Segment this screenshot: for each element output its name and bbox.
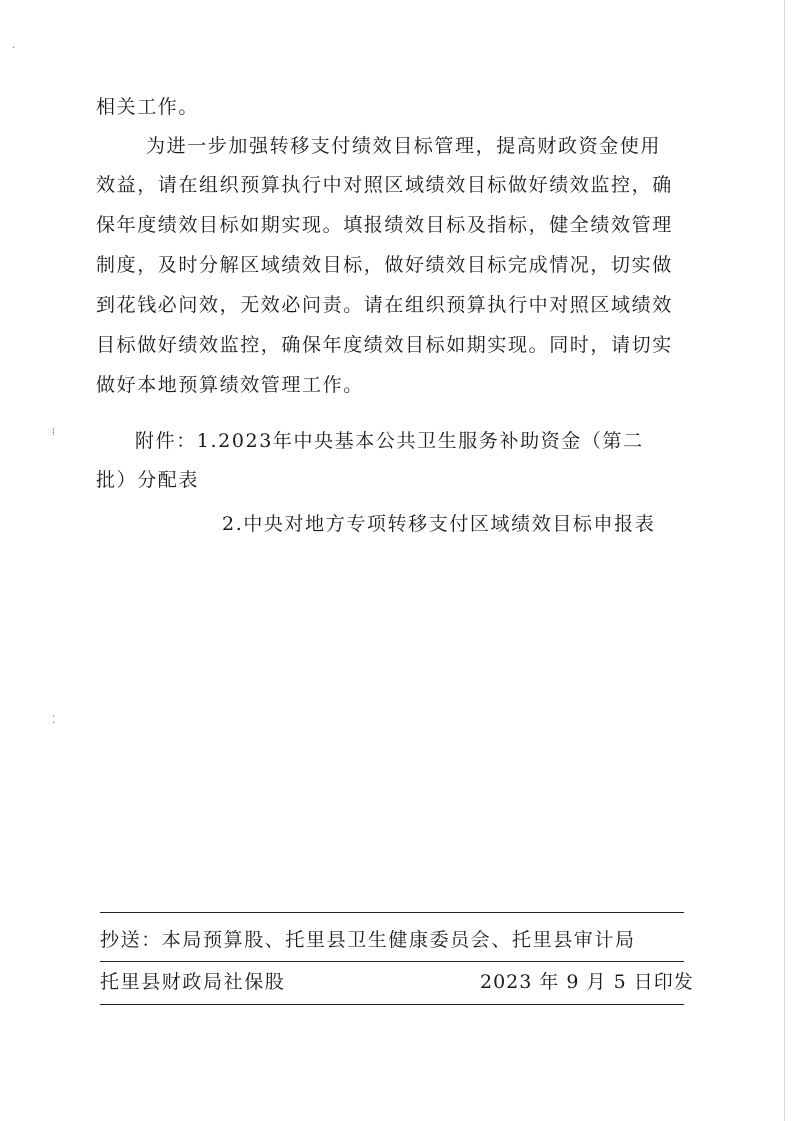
body-line: 为进一步加强转移支付绩效目标管理，提高财政资金使用 (146, 135, 662, 157)
body-line: 相关工作。 (96, 96, 200, 118)
cc-line: 抄送：本局预算股、托里县卫生健康委员会、托里县审计局 (100, 929, 636, 951)
attachment-line: 批）分配表 (96, 469, 200, 491)
scan-mark: ⁞ (52, 427, 55, 438)
page-edge-line (784, 0, 785, 1121)
footer-top-rule (100, 912, 684, 913)
issue-date: 2023 年 9 月 5 日印发 (480, 971, 694, 993)
body-line: 保年度绩效目标如期实现。填报绩效目标及指标，健全绩效管理 (96, 214, 673, 236)
attachment-line: 附件：1.2023年中央基本公共卫生服务补助资金（第二 (135, 430, 644, 452)
body-line: 制度，及时分解区域绩效目标，做好绩效目标完成情况，切实做 (96, 254, 673, 276)
footer-middle-rule (100, 961, 684, 962)
issuer-name: 托里县财政局社保股 (100, 971, 286, 993)
footer-bottom-rule (100, 1004, 684, 1005)
body-line: 目标做好绩效监控，确保年度绩效目标如期实现。同时，请切实 (96, 334, 673, 356)
body-line: 到花钱必问效，无效必问责。请在组织预算执行中对照区域绩效 (96, 294, 673, 316)
attachment-line: 2.中央对地方专项转移支付区域绩效目标申报表 (222, 513, 656, 535)
scan-mark: ⁚ (52, 715, 56, 726)
body-line: 效益，请在组织预算执行中对照区域绩效目标做好绩效监控，确 (96, 174, 673, 196)
scan-mark: · (12, 43, 16, 54)
body-line: 做好本地预算绩效管理工作。 (96, 374, 364, 396)
